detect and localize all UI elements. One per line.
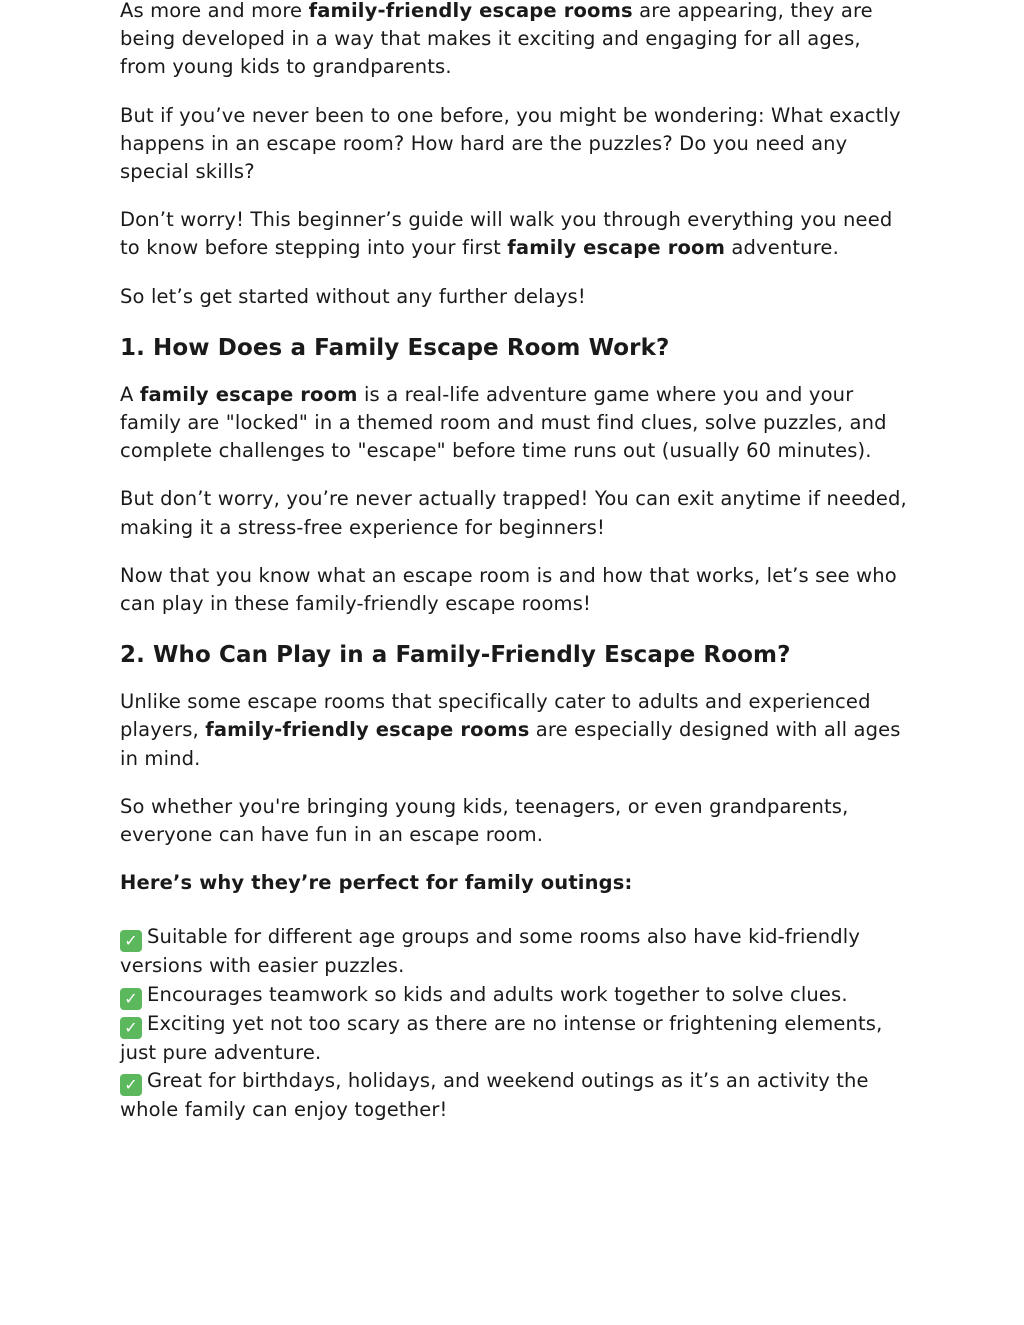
- intro-paragraph-3: Don’t worry! This beginner’s guide will walk you through everything you need to know before stepping into your first family escape room adventure.: [120, 208, 893, 260]
- checklist-item: ✓ Suitable for different age groups and some rooms also have kid-friendly versions with easier puzzles.: [120, 925, 861, 978]
- intro-paragraph-4: So let’s get started without any further delays!: [120, 284, 586, 308]
- checklist-item: ✓ Exciting yet not too scary as there are no intense or frightening elements, just pure adventure.: [120, 1011, 883, 1064]
- section-heading-2: 2. Who Can Play in a Family-Friendly Escape Room?: [120, 642, 791, 669]
- benefits-checklist: [120, 923, 910, 1124]
- section2-paragraph-2: So whether you're bringing young kids, teenagers, or even grandparents, everyone can have fun in an escape room.: [120, 794, 849, 847]
- section1-paragraph-1: A family escape room is a real-life adventure game where you and your family are "locked" in a themed room and must find clues, solve puzzles, and complete challenges to "escape" before time runs out (usually 60 minutes).: [120, 382, 887, 463]
- article-body: [120, 0, 910, 1124]
- check-mark-button-icon: ✓: [120, 1017, 142, 1039]
- checklist-lead: Here’s why they’re perfect for family outings:: [120, 871, 633, 895]
- checklist-item: ✓ Encourages teamwork so kids and adults work together to solve clues.: [120, 981, 910, 1010]
- section1-paragraph-2: But don’t worry, you’re never actually trapped! You can exit anytime if needed, making it a stress-free experience for beginners!: [120, 487, 907, 539]
- bold-keyword: family escape room: [139, 382, 358, 406]
- check-mark-button-icon: ✓: [120, 930, 142, 952]
- check-mark-button-icon: ✓: [120, 988, 142, 1010]
- section1-paragraph-3: Now that you know what an escape room is and how that works, let’s see who can play in these family-friendly escape rooms!: [120, 563, 897, 616]
- section-heading-1: 1. How Does a Family Escape Room Work?: [120, 334, 670, 361]
- bold-keyword: family-friendly escape rooms: [308, 0, 633, 22]
- section2-paragraph-1: Unlike some escape rooms that specifically cater to adults and experienced players, family-friendly escape rooms are especially designed with all ages in mind.: [120, 690, 901, 770]
- checklist-item: ✓ Great for birthdays, holidays, and weekend outings as it’s an activity the whole family can enjoy together!: [120, 1068, 869, 1121]
- intro-paragraph-2: But if you’ve never been to one before, you might be wondering: What exactly happens in an escape room? How hard are the puzzles? Do you need any special skills?: [120, 103, 901, 184]
- check-mark-button-icon: ✓: [120, 1074, 142, 1096]
- bold-keyword: family escape room: [507, 236, 726, 260]
- bold-keyword: family-friendly escape rooms: [205, 718, 530, 742]
- intro-paragraph-1: As more and more family-friendly escape rooms are appearing, they are being developed in a way that makes it exciting and engaging for all ages, from young kids to grandparents.: [120, 0, 873, 79]
